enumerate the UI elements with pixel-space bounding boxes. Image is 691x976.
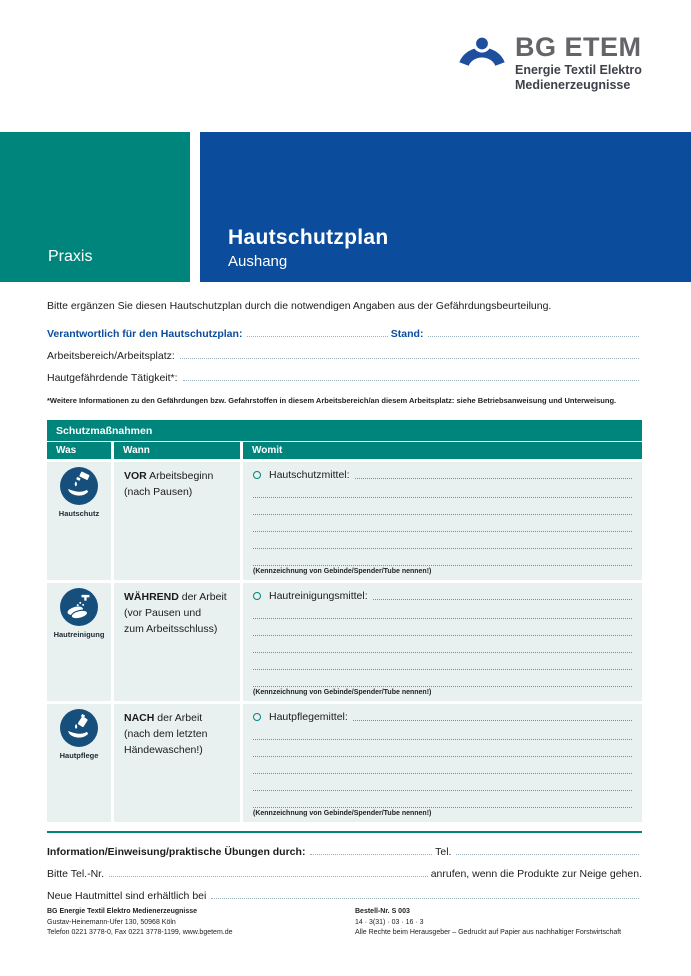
logo-subline-1: Energie Textil Elektro [515,63,642,78]
work-area-row [47,340,642,362]
labelling-note: (Kennzeichnung von Gebinde/Spender/Tube nennen!) [253,810,432,817]
blank-line [253,532,632,549]
when-line2: (nach Pausen) [124,485,193,498]
womit-label: Hautschutzmittel: [269,469,350,481]
blank-line [253,740,632,757]
category-label: Praxis [48,248,93,265]
blank-line [253,498,632,515]
when-line2: (vor Pausen und [124,606,202,619]
logo-subline-2: Medienerzeugnisse [515,78,631,93]
tel-blank-line [456,854,639,855]
table-row-hautreinigung [47,583,642,701]
when-line1: VOR Arbeitsbeginn [124,470,214,482]
what-cell [47,704,111,822]
table-column-header [47,442,642,459]
training-blank-line [310,854,432,855]
blank-line [253,653,632,670]
when-cell [114,583,240,701]
when-line1: WÄHREND der Arbeit [124,591,227,603]
when-cell [114,704,240,822]
womit-label: Hautreinigungsmittel: [269,590,368,602]
page-title: Hautschutzplan [228,226,389,249]
what-cell [47,462,111,580]
table-row-hautschutz [47,462,642,580]
tel-request-blank-line [109,876,428,877]
womit-blank-line [355,478,632,479]
when-line1: NACH der Arbeit [124,712,203,724]
stand-label: Stand: [390,328,424,340]
column-header-wann: Wann [114,442,240,459]
column-header-was: Was [47,442,111,459]
tel-request-suffix: anrufen, wenn die Produkte zur Neige gehen. [430,868,642,880]
publisher-block [47,907,355,939]
responsible-blank-line [247,336,387,337]
title-band [200,132,691,282]
what-label: Hautschutz [58,509,100,518]
skin-care-lotion-icon [60,709,98,747]
what-cell [47,583,111,701]
ring-bullet-icon [253,592,261,600]
womit-blank-line [353,720,632,721]
responsible-row [47,318,642,340]
tel-label: Tel. [435,846,452,858]
instruction-text: Bitte ergänzen Sie diesen Hautschutzplan durch die notwendigen Angaben aus der Gefährdungsbeurteilung. [47,300,552,312]
activity-row [47,362,642,384]
training-label: Information/Einweisung/praktische Übungen durch: [47,846,306,858]
when-cell [114,462,240,580]
bg-person-arc-icon [458,33,506,93]
activity-label: Hautgefährdende Tätigkeit*: [47,372,178,384]
blank-line [253,670,632,687]
labelling-note: (Kennzeichnung von Gebinde/Spender/Tube nennen!) [253,689,432,696]
order-block [355,907,642,939]
blank-line [253,723,632,740]
tel-request-label: Bitte Tel.-Nr. [47,868,104,880]
supply-row [47,880,642,902]
supply-label: Neue Hautmittel sind erhältlich bei [47,890,207,902]
tel-request-row [47,858,642,880]
training-row [47,836,642,858]
rights-note: Alle Rechte beim Herausgeber – Gedruckt auf Papier aus nachhaltiger Forstwirtschaft [355,929,622,936]
info-section [47,836,642,902]
publisher-address: Gustav-Heinemann-Ufer 130, 50968 Köln [47,918,176,926]
footnote-text: *Weitere Informationen zu den Gefährdungen bzw. Gefahrstoffen in diesem Arbeitsbereich/an diesem Arbeitsplatz: siehe Betriebsanweisung und Unterweisung. [47,396,617,405]
work-area-label: Arbeitsbereich/Arbeitsplatz: [47,350,175,362]
when-line3: zum Arbeitsschluss) [124,622,218,635]
table-row-hautpflege [47,704,642,822]
publisher-name: BG Energie Textil Elektro Medienerzeugnisse [47,908,198,915]
blank-line [253,602,632,619]
skin-protection-hand-cream-icon [60,467,98,505]
logo-text [515,33,642,93]
what-label: Hautreinigung [53,630,105,639]
what-label: Hautpflege [59,751,99,760]
labelling-note: (Kennzeichnung von Gebinde/Spender/Tube nennen!) [253,568,432,575]
activity-blank-line [183,380,639,381]
stand-blank-line [428,336,639,337]
blank-line [253,549,632,566]
womit-blank-line [373,599,632,600]
imprint-footer [47,907,642,939]
section-divider [47,831,642,833]
intro-section [47,300,642,405]
womit-label: Hautpflegemittel: [269,711,348,723]
table-title: Schutzmaßnahmen [47,420,642,441]
supply-blank-line [211,898,639,899]
work-area-blank-line [180,358,639,359]
blank-line [253,481,632,498]
womit-cell [243,583,642,701]
measures-table [47,420,642,822]
blank-line [253,774,632,791]
hand-washing-icon [60,588,98,626]
publisher-contact: Telefon 0221 3778-0, Fax 0221 3778-1199, www.bgetem.de [47,929,233,936]
logo-name: BG ETEM [515,32,642,62]
blank-line [253,619,632,636]
header-banner [0,132,691,282]
page-subtitle: Aushang [228,253,288,270]
order-number: Bestell-Nr. S 003 [355,908,410,915]
responsible-label: Verantwortlich für den Hautschutzplan: [47,328,243,340]
when-line3: Händewaschen!) [124,743,203,756]
womit-cell [243,704,642,822]
bg-etem-logo [458,33,642,93]
when-line2: (nach dem letzten [124,727,208,740]
ring-bullet-icon [253,713,261,721]
blank-line [253,757,632,774]
womit-cell [243,462,642,580]
ring-bullet-icon [253,471,261,479]
blank-line [253,636,632,653]
blank-line [253,791,632,808]
category-band [0,132,190,282]
column-header-womit: Womit [243,442,642,459]
print-code: 14 · 3(31) · 03 · 16 · 3 [355,918,424,926]
blank-line [253,515,632,532]
